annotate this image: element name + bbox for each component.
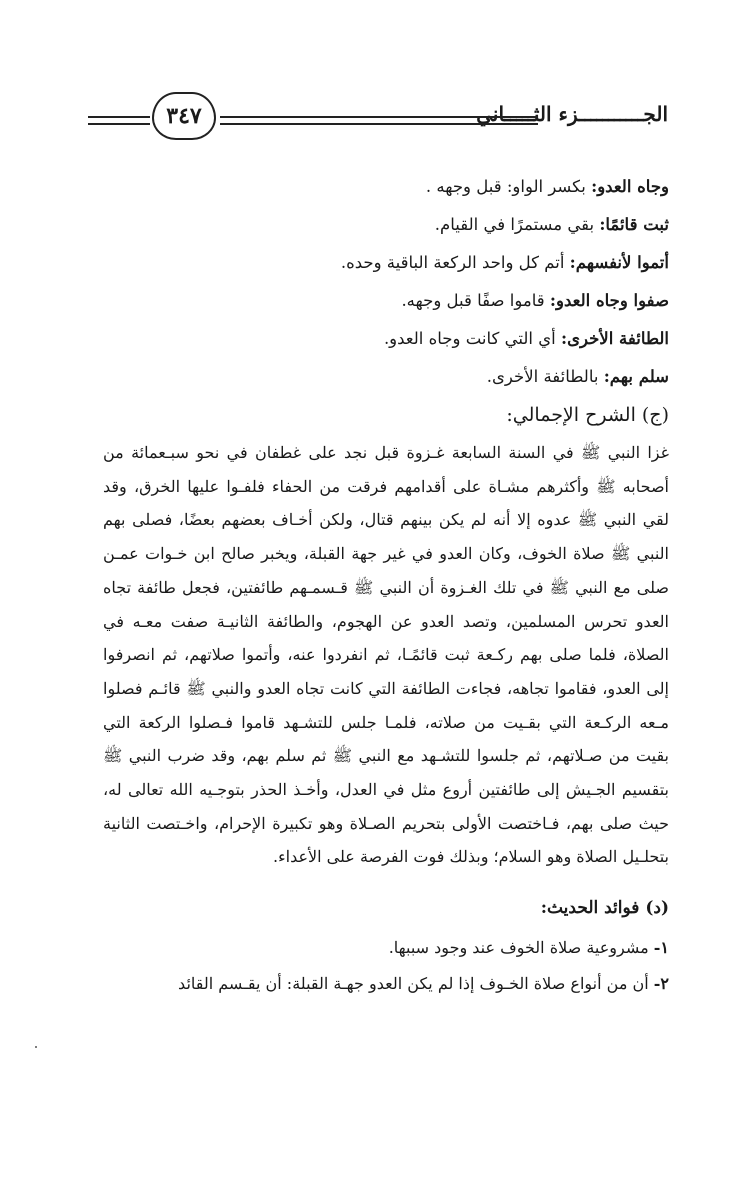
glossary-meaning: أتم كل واحد الركعة الباقية وحده. — [340, 253, 565, 272]
glossary-entry — [103, 244, 669, 282]
glossary-entry — [103, 206, 669, 244]
glossary-term: الطائفة الأخرى: — [560, 329, 669, 348]
benefit-number: ٢- — [653, 974, 669, 994]
page-body — [103, 168, 669, 1002]
part-title: الجـــــــــــزء الثـــــاني — [476, 102, 668, 126]
glossary-meaning: بكسر الواو: قبل وجهه . — [425, 177, 586, 196]
benefit-item — [103, 930, 669, 966]
benefit-text: مشروعية صلاة الخوف عند وجود سببها. — [388, 938, 649, 958]
glossary-entry — [103, 358, 669, 396]
page-number: ٣٤٧ — [152, 92, 216, 140]
header-rule-left — [88, 116, 150, 125]
glossary-term: أتموا لأنفسهم: — [569, 253, 669, 272]
glossary-entry — [103, 282, 669, 320]
summary-paragraph: غزا النبي ﷺ في السنة السابعة غـزوة قبل نجد على غطفان في نحو سبـعمائة من أصحابه ﷺ وأكثرهم مشـاة على أقدامهم فرقت من الحفاء فلفـوا عليها الخرق، وقد لقي النبي ﷺ عدوه إلا أنه لم يكن بينهم قتال، ولكن أخـاف بعضهم بعضًا، فصلى بهم النبي ﷺ صلاة الخوف، وكان العدو في غير جهة القبلة، ويخبر صالح ابن خـوات عمـن صلى مع النبي ﷺ في تلك الغـزوة أن النبي ﷺ قـسمـهم طائفتين، فجعل طائفة تجاه العدو تحرس المسلمين، وتصد العدو عن الهجوم، والطائفة الثانيـة صفت معـه في الصلاة، فلما صلى بهم ركـعة ثبت قائمًـا، ثم انفردوا عنه، وأتموا صلاتهم، ثم انصرفوا إلى العدو، فقاموا تجاهه، فجاءت الطائفة التي كانت تجاه العدو والنبي ﷺ قائـم فصلوا مـعه الركـعة التي بقـيت من صلاته، فلمـا جلس للتشـهد قاموا فـصلوا الركعة التي بقيت من صـلاتهم، ثم جلسوا للتشـهد مع النبي ﷺ ثم سلم بهم، وقد ضرب النبي ﷺ بتقسيم الجـيش إلى طائفتين أروع مثل في العدل، وأخـذ الحذر بتوجـيه الله تعالى له، حيث صلى بهم، فـاختصت الأولى بتحريم الصـلاة وهو تكبيرة الإحرام، واخـتصت الثانية بتحلـيل الصلاة وهو السلام؛ وبذلك فوت الفرصة على الأعداء. — [103, 443, 669, 867]
benefit-item — [103, 966, 669, 1002]
glossary-entry — [103, 168, 669, 206]
benefits-heading: (د) فوائد الحديث: — [540, 898, 669, 919]
benefit-text: أن من أنواع صلاة الخـوف إذا لم يكن العدو جهـة القبلة: أن يقـسم القائد — [178, 974, 649, 994]
glossary-meaning: أي التي كانت وجاه العدو. — [383, 329, 556, 348]
glossary-term: سلم بهم: — [603, 367, 669, 386]
glossary-meaning: بالطائفة الأخرى. — [486, 367, 599, 386]
header-rule — [220, 116, 538, 125]
glossary-term: وجاه العدو: — [591, 177, 669, 196]
benefit-number: ١- — [653, 938, 669, 958]
scan-speck — [35, 1046, 37, 1048]
running-header — [88, 92, 668, 152]
glossary-meaning: بقي مستمرًا في القيام. — [434, 215, 595, 234]
glossary-term: صفوا وجاه العدو: — [549, 291, 669, 310]
glossary-meaning: قاموا صفًا قبل وجهه. — [401, 291, 545, 310]
summary-heading: (ج) الشرح الإجمالي: — [506, 404, 669, 426]
glossary-entry — [103, 320, 669, 358]
glossary-term: ثبت قائمًا: — [599, 215, 669, 234]
